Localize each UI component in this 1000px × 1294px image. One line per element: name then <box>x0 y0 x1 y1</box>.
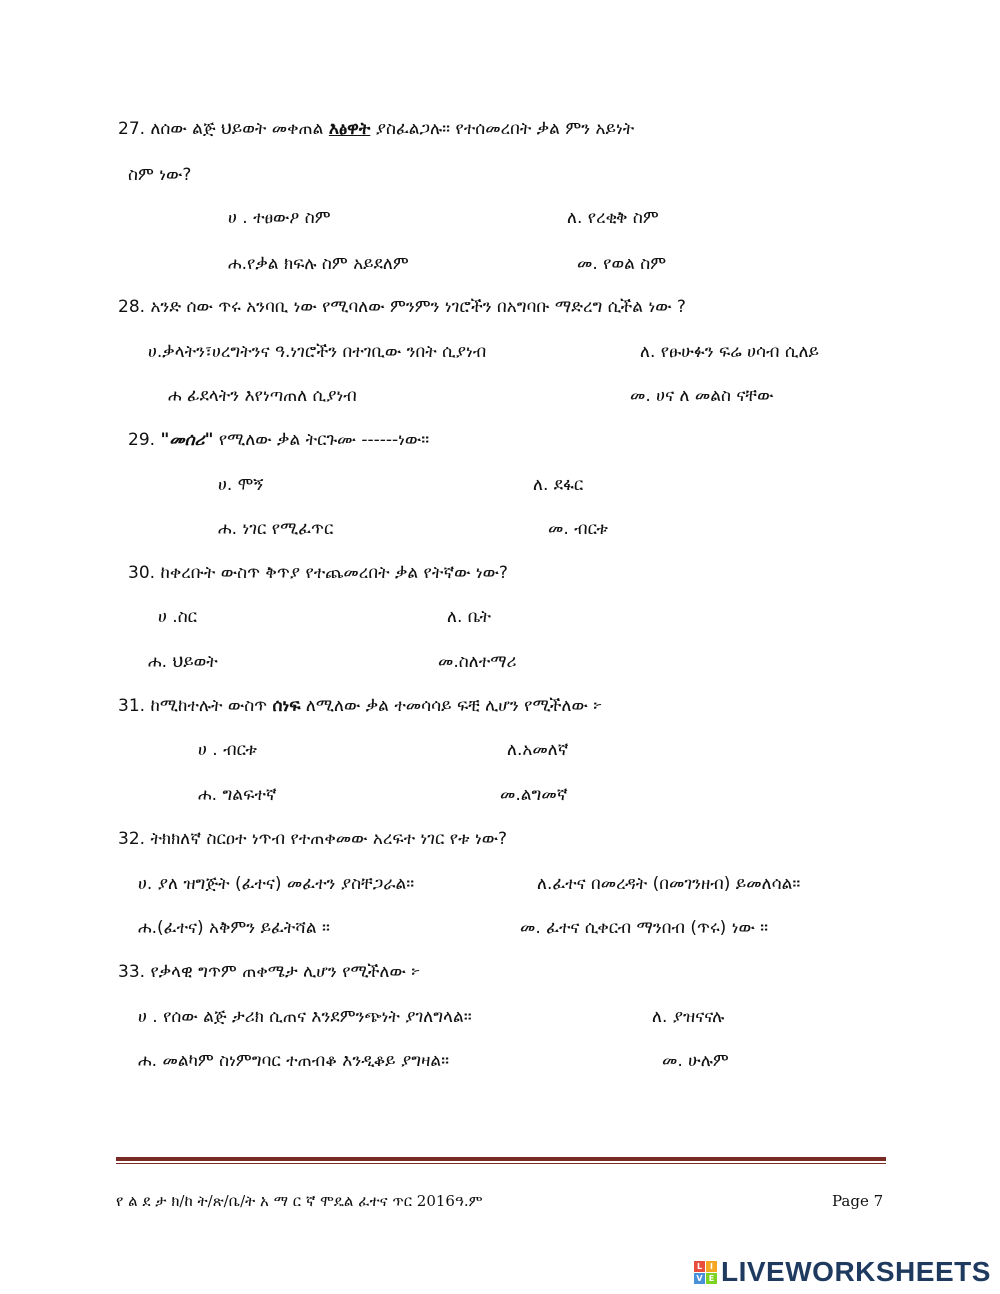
question-number: 31. <box>118 696 146 716</box>
question-27-continued: ስም ነው? <box>128 165 192 185</box>
footer-divider-thin <box>116 1163 886 1164</box>
option-d: መ. ሀና ለ መልስ ናቸው <box>630 386 774 406</box>
option-c: ሐ. ነገር የሚፈጥር <box>218 519 334 539</box>
option-d: መ. ብርቱ <box>548 519 608 539</box>
option-a: ሀ . የሰው ልጅ ታሪክ ሲጠና እንደምንጭነት ያገለግላል። <box>138 1007 472 1027</box>
option-c: ሐ ፊደላትን እየነጣጠለ ሲያነብ <box>168 386 357 406</box>
option-a: ሀ . ተፀውዖ ስም <box>228 208 331 228</box>
option-c: ሐ. ግልፍተኛ <box>198 785 277 805</box>
liveworksheets-wordmark: LIVEWORKSHEETS <box>721 1256 991 1287</box>
footer-title: የ ል ደ ታ ክ/ከ ት/ጽ/ቤ/ት አ ማ ር ኛ ሞዴል ፈተና ጥር 2016ዓ.ም <box>116 1192 483 1210</box>
question-number: 29. <box>128 430 156 450</box>
liveworksheets-brand <box>694 1256 991 1288</box>
option-b: ለ. የረቂቅ ስም <box>567 208 659 228</box>
option-b: ለ. የፁሁፉን ፍሬ ሀሳብ ሲለይ <box>640 342 819 362</box>
option-a: ሀ. ሞኝ <box>218 475 264 495</box>
question-number: 27. <box>118 119 146 139</box>
option-d: መ. ሁሉም <box>662 1051 729 1071</box>
logo-tile: I <box>706 1261 717 1272</box>
option-b: ለ. ደፋር <box>533 475 584 495</box>
question-text: አንድ ሰው ጥሩ አንባቢ ነው የሚባለው ምንምን ነገሮችን በአግባቡ ማድረግ ሲችል ነው ? <box>150 297 686 317</box>
key-word: ሰነፍ <box>272 696 301 716</box>
option-c: ሐ.የቃል ክፍሉ ስም አይደለም <box>228 254 409 274</box>
option-b: ለ.አመለኛ <box>507 740 569 760</box>
question-text: ለሰው ልጅ ህይወት መቀጠል <box>150 119 324 139</box>
option-a: ሀ.ቃላትን፣ሀረግትንና ዓ.ነገሮችን በተገቢው ንበት ሲያነብ <box>148 342 487 362</box>
option-d: መ.ልግመኛ <box>500 785 568 805</box>
question-text: ትክክለኛ ስርዐተ ነጥብ የተጠቀመው አረፍተ ነገር የቱ ነው? <box>150 829 508 849</box>
question-31 <box>118 695 602 717</box>
option-a: ሀ . ብርቱ <box>198 740 257 760</box>
question-text: ያስፈልጋሉ። የተሰመረበት ቃል ምን አይነት <box>375 119 635 139</box>
option-a: ሀ. ያለ ዝግጅት (ፈተና) መፈተን ያስቸጋራል። <box>138 874 415 894</box>
question-text: ከሚከተሉት ውስጥ <box>150 696 268 716</box>
logo-tile: L <box>694 1261 705 1272</box>
question-28 <box>118 296 686 318</box>
option-c: ሐ.(ፈተና) አቅምን ይፈትሻል ። <box>138 918 330 938</box>
question-33 <box>118 961 420 983</box>
question-text: የቃላዊ ግጥም ጠቀሜታ ሊሆን የሚችለው ፦ <box>150 962 421 982</box>
question-text: ከቀረቡት ውስጥ ቅጥያ የተጨመረበት ቃል የትኛው ነው? <box>160 563 508 583</box>
logo-tile: V <box>694 1273 705 1284</box>
page-number: Page 7 <box>832 1192 884 1210</box>
option-c: ሐ. መልካም ስነምግባር ተጠብቆ እንዲቆይ ያግዛል። <box>138 1051 450 1071</box>
key-word: እፅዋት <box>328 119 371 139</box>
logo-tile: E <box>706 1273 717 1284</box>
question-29 <box>128 429 429 451</box>
liveworksheets-logo-icon <box>694 1261 717 1284</box>
key-word: "መሰሪ" <box>160 430 214 450</box>
option-b: ለ. ቤት <box>447 607 491 627</box>
question-number: 32. <box>118 829 146 849</box>
question-text: ለሚለው ቃል ተመሳሳይ ፍቺ ሊሆን የሚችለው ፦ <box>305 696 603 716</box>
question-number: 28. <box>118 297 146 317</box>
footer-divider <box>116 1157 886 1161</box>
question-30 <box>128 562 508 584</box>
option-d: መ. የወል ስም <box>577 254 667 274</box>
option-b: ለ. ያዝናናሉ <box>652 1007 725 1027</box>
option-b: ለ.ፈተና በመረዳት (በመገንዘብ) ይመለሳል። <box>537 874 801 894</box>
option-a: ሀ .ስር <box>158 607 198 627</box>
question-27 <box>118 118 634 140</box>
option-d: መ. ፈተና ሲቀርብ ማንበብ (ጥሩ) ነው ። <box>520 918 769 938</box>
option-c: ሐ. ህይወት <box>148 652 218 672</box>
question-number: 33. <box>118 962 146 982</box>
question-text: የሚለው ቃል ትርጉሙ ------ነው። <box>218 430 430 450</box>
question-number: 30. <box>128 563 156 583</box>
question-32 <box>118 828 507 850</box>
option-d: መ.ስለተማሪ <box>438 652 517 672</box>
